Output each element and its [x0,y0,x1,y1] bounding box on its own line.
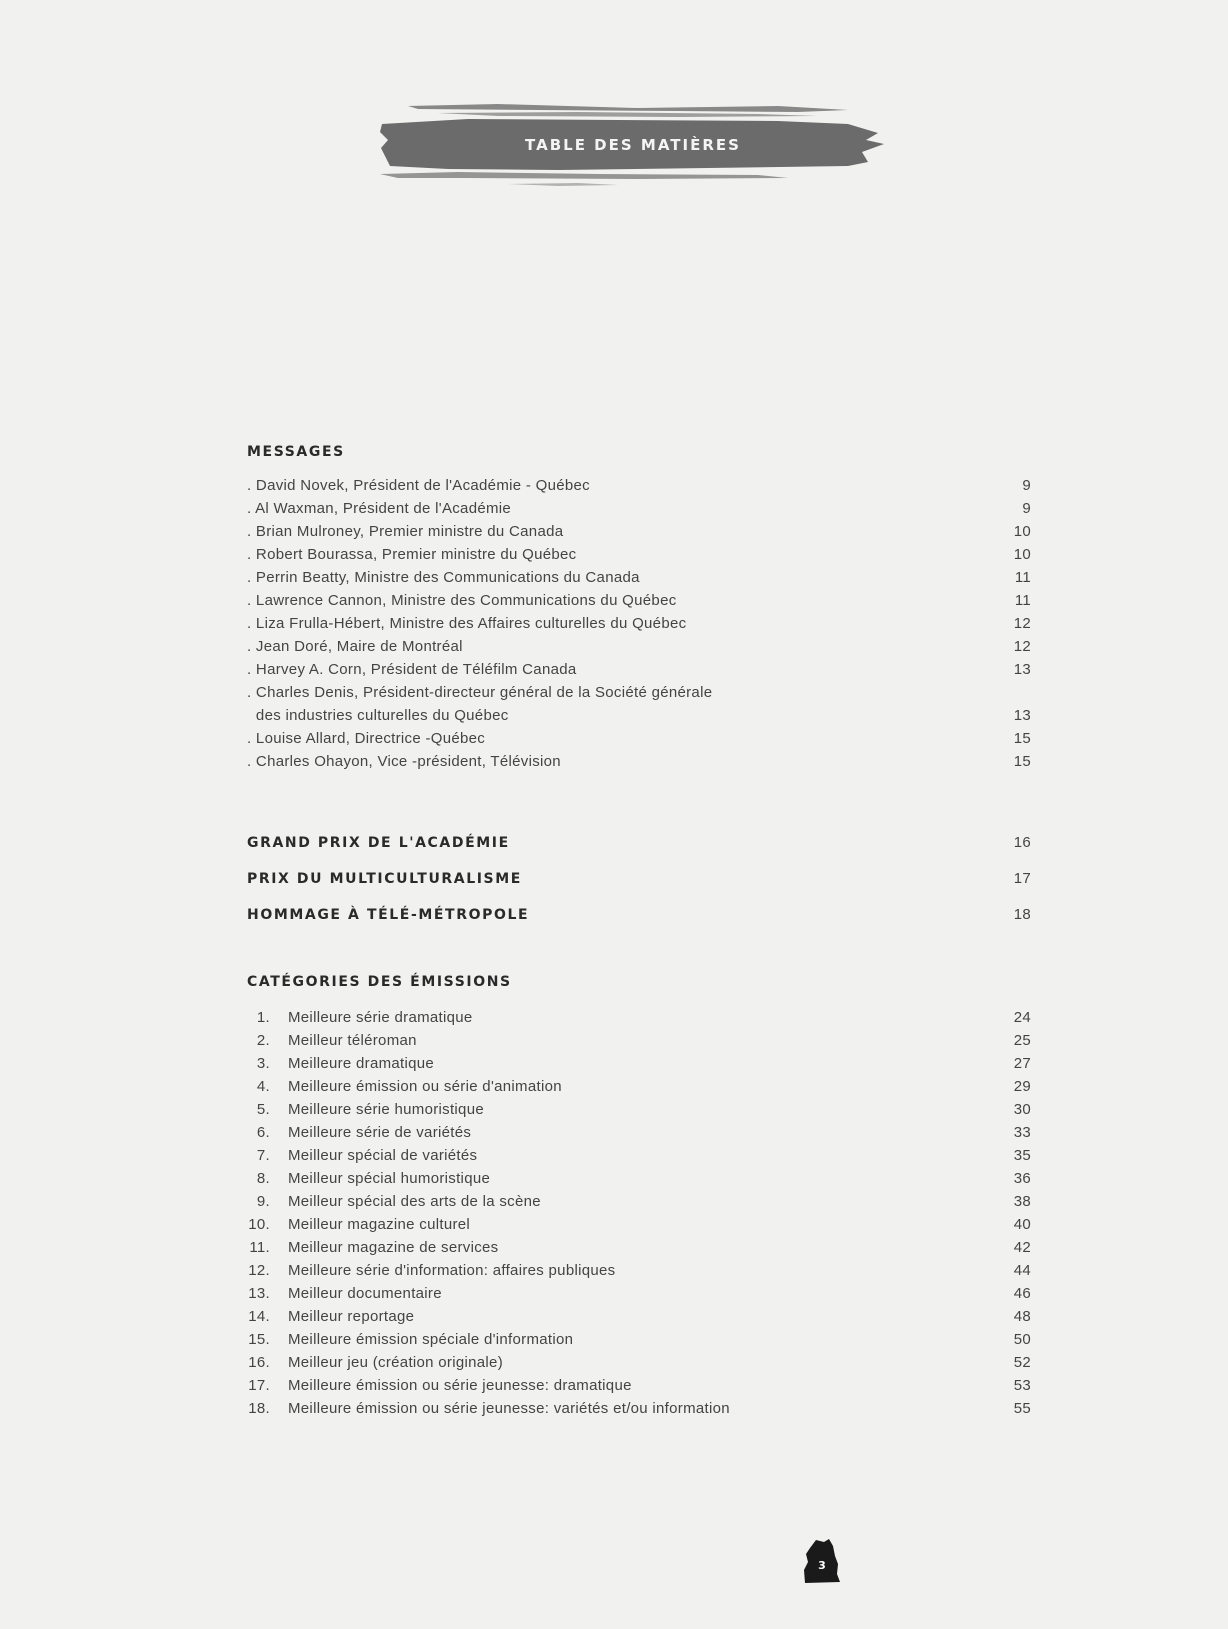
category-page-number: 55 [1013,1400,1031,1417]
message-label: . Brian Mulroney, Premier ministre du Canada [247,523,564,540]
category-entry [247,1259,1031,1282]
category-page-number: 36 [1013,1170,1031,1187]
category-entry [247,1052,1031,1075]
message-entry [247,566,1031,589]
category-page-number: 25 [1013,1032,1031,1049]
category-number: 1. [256,1009,270,1026]
messages-heading: MESSAGES [247,444,345,460]
category-number: 8. [256,1170,270,1187]
category-number: 3. [256,1055,270,1072]
message-label: . Jean Doré, Maire de Montréal [247,638,463,655]
message-page-number: 15 [1013,753,1031,770]
message-label: . Lawrence Cannon, Ministre des Communications du Québec [247,592,677,609]
message-label: . Liza Frulla-Hébert, Ministre des Affaires culturelles du Québec [247,615,687,632]
category-label: Meilleure série de variétés [288,1124,472,1141]
category-page-number: 27 [1013,1055,1031,1072]
category-label: Meilleur jeu (création originale) [288,1354,503,1371]
message-entry [247,520,1031,543]
category-label: Meilleure émission ou série jeunesse: variétés et/ou information [288,1400,730,1417]
category-page-number: 33 [1013,1124,1031,1141]
category-number: 15. [248,1331,270,1348]
category-entry [247,1098,1031,1121]
message-label: . Louise Allard, Directrice -Québec [247,730,486,747]
category-page-number: 50 [1013,1331,1031,1348]
message-label: . Robert Bourassa, Premier ministre du Québec [247,546,577,563]
message-label: . Al Waxman, Président de l'Académie [247,500,512,517]
message-entry [247,543,1031,566]
category-label: Meilleur spécial humoristique [288,1170,491,1187]
category-page-number: 30 [1013,1101,1031,1118]
message-page-number: 15 [1013,730,1031,747]
category-number: 7. [256,1147,270,1164]
category-number: 2. [256,1032,270,1049]
message-page-number: 13 [1013,661,1031,678]
category-number: 12. [248,1262,270,1279]
message-label: . Harvey A. Corn, Président de Téléfilm Canada [247,661,577,678]
message-entry [247,497,1031,520]
category-page-number: 42 [1013,1239,1031,1256]
category-label: Meilleur documentaire [288,1285,442,1302]
section-label: PRIX DU MULTICULTURALISME [247,871,522,887]
message-page-number: 12 [1013,638,1031,655]
category-entry [247,1328,1031,1351]
category-entry [247,1006,1031,1029]
category-label: Meilleur magazine culturel [288,1216,471,1233]
category-entry [247,1305,1031,1328]
category-page-number: 52 [1013,1354,1031,1371]
category-label: Meilleure série humoristique [288,1101,484,1118]
category-label: Meilleure émission ou série d'animation [288,1078,562,1095]
category-number: 14. [248,1308,270,1325]
page-number-mark [802,1538,842,1584]
category-number: 4. [256,1078,270,1095]
category-label: Meilleure émission spéciale d'information [288,1331,574,1348]
message-page-number: 9 [1022,477,1031,494]
section-label: HOMMAGE À TÉLÉ-MÉTROPOLE [247,907,530,923]
category-page-number: 40 [1013,1216,1031,1233]
message-entry [247,589,1031,612]
category-page-number: 29 [1013,1078,1031,1095]
special-sections [247,825,1031,933]
category-entry [247,1236,1031,1259]
messages-section [247,444,1031,773]
section-entry [247,861,1031,897]
message-entry [247,635,1031,658]
sections-list [247,825,1031,933]
category-page-number: 35 [1013,1147,1031,1164]
section-entry [247,897,1031,933]
category-number: 16. [248,1354,270,1371]
message-label: des industries culturelles du Québec [247,707,509,724]
category-label: Meilleure série d'information: affaires publiques [288,1262,616,1279]
section-page-number: 16 [1013,834,1031,851]
categories-heading: CATÉGORIES DES ÉMISSIONS [247,974,512,990]
category-number: 6. [256,1124,270,1141]
category-page-number: 48 [1013,1308,1031,1325]
category-number: 11. [249,1239,270,1256]
message-entry [247,727,1031,750]
category-page-number: 38 [1013,1193,1031,1210]
title-banner [378,100,888,192]
message-entry [247,704,1031,727]
category-entry [247,1190,1031,1213]
section-page-number: 17 [1013,870,1031,887]
message-label: . Charles Ohayon, Vice -président, Télévision [247,753,561,770]
category-entry [247,1121,1031,1144]
category-entry [247,1282,1031,1305]
message-label: . David Novek, Président de l'Académie - Québec [247,477,590,494]
message-page-number: 10 [1013,546,1031,563]
category-label: Meilleur magazine de services [288,1239,499,1256]
category-label: Meilleur reportage [288,1308,415,1325]
category-label: Meilleur spécial des arts de la scène [288,1193,541,1210]
page-number: 3 [818,1559,826,1572]
message-entry [247,474,1031,497]
category-label: Meilleur téléroman [288,1032,417,1049]
message-page-number: 13 [1013,707,1031,724]
message-page-number: 12 [1013,615,1031,632]
message-entry [247,658,1031,681]
category-page-number: 24 [1013,1009,1031,1026]
message-entry [247,681,1031,704]
category-entry [247,1374,1031,1397]
page-title: TABLE DES MATIÈRES [525,136,741,154]
category-entry [247,1351,1031,1374]
message-page-number: 11 [1014,592,1031,609]
category-number: 10. [248,1216,270,1233]
category-label: Meilleure série dramatique [288,1009,473,1026]
category-entry [247,1029,1031,1052]
section-label: GRAND PRIX DE L'ACADÉMIE [247,835,510,851]
category-number: 9. [256,1193,270,1210]
category-entry [247,1075,1031,1098]
message-page-number: 9 [1022,500,1031,517]
category-entry [247,1397,1031,1420]
category-number: 13. [248,1285,270,1302]
category-number: 18. [248,1400,270,1417]
category-label: Meilleur spécial de variétés [288,1147,478,1164]
message-page-number: 10 [1013,523,1031,540]
category-page-number: 44 [1013,1262,1031,1279]
message-label: . Perrin Beatty, Ministre des Communications du Canada [247,569,640,586]
categories-section [247,974,1031,1420]
category-page-number: 53 [1013,1377,1031,1394]
category-page-number: 46 [1013,1285,1031,1302]
category-entry [247,1213,1031,1236]
message-entry [247,750,1031,773]
category-number: 17. [248,1377,270,1394]
category-entry [247,1167,1031,1190]
message-entry [247,612,1031,635]
section-entry [247,825,1031,861]
categories-list [247,1006,1031,1420]
category-label: Meilleure dramatique [288,1055,435,1072]
messages-list [247,474,1031,773]
message-label: . Charles Denis, Président-directeur général de la Société générale [247,684,713,701]
section-page-number: 18 [1013,906,1031,923]
message-page-number: 11 [1014,569,1031,586]
category-label: Meilleure émission ou série jeunesse: dramatique [288,1377,632,1394]
category-number: 5. [256,1101,270,1118]
category-entry [247,1144,1031,1167]
